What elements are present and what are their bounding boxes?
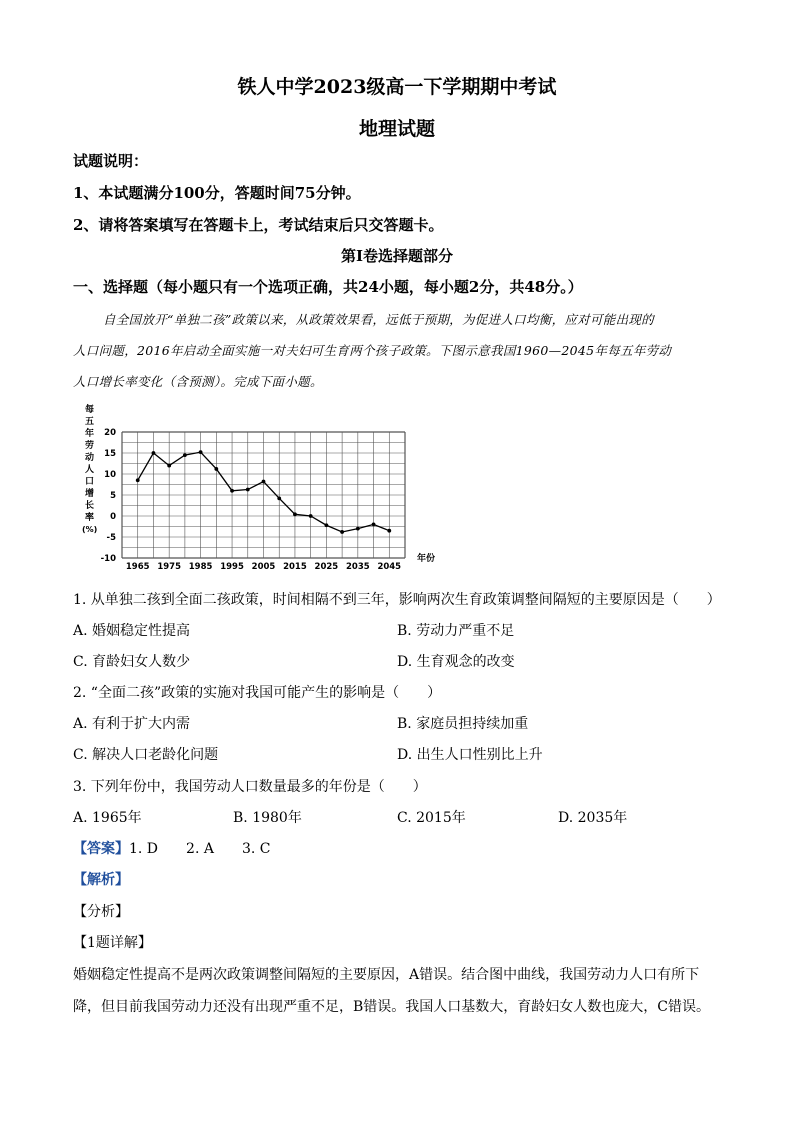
question-3-option-a: A. 1965年 xyxy=(73,810,142,826)
note-1: 1、本试题满分100分，答题时间75分钟。 xyxy=(73,184,361,202)
data-point xyxy=(246,488,250,492)
data-point xyxy=(277,496,281,500)
fenxi-label: 【分析】 xyxy=(73,904,129,920)
y-tick-label: 0 xyxy=(110,512,116,522)
ylabel-char: 增 xyxy=(85,489,95,499)
subject-title: 地理试题 xyxy=(358,118,435,140)
data-point xyxy=(387,529,391,533)
ylabel-char: 长 xyxy=(85,501,95,511)
question-1-option-d: D. 生育观念的改变 xyxy=(397,654,515,670)
ylabel-char: 劳 xyxy=(85,441,95,451)
answer-line xyxy=(73,838,270,858)
question-1-option-b: B. 劳动力严重不足 xyxy=(397,623,515,639)
passage-line-1: 自全国放开“单独二孩”政策以来，从政策效果看，远低于预期，为促进人口均衡，应对可能出现的 xyxy=(103,312,654,327)
question-2-option-a: A. 有利于扩大内需 xyxy=(73,716,191,732)
answer-values: 1. D 2. A 3. C xyxy=(129,841,271,857)
notes-heading: 试题说明： xyxy=(73,152,149,170)
ylabel-char: 五 xyxy=(85,417,95,427)
ylabel-unit: (%) xyxy=(82,525,98,534)
y-axis-title xyxy=(82,403,97,534)
question-1-option-a: A. 婚姻稳定性提高 xyxy=(73,623,191,639)
ylabel-char: 人 xyxy=(85,465,95,475)
note-2: 2、请将答案填写在答题卡上，考试结束后只交答题卡。 xyxy=(73,216,444,234)
x-tick-label: 1985 xyxy=(188,562,213,572)
ylabel-char: 口 xyxy=(85,477,95,487)
detail-line-2: 降，但目前我国劳动力还没有出现严重不足，B错误。我国人口基数大，育龄妇女人数也庞大，C错误。 xyxy=(73,999,710,1015)
y-tick-label: 20 xyxy=(104,428,116,438)
y-tick-label: 5 xyxy=(110,491,116,501)
question-3-option-d: D. 2035年 xyxy=(558,810,628,826)
x-tick-label: 1965 xyxy=(125,562,150,572)
data-point xyxy=(214,467,218,471)
data-point xyxy=(324,523,328,527)
data-point xyxy=(340,530,344,534)
exam-title: 铁人中学2023级高一下学期期中考试 xyxy=(237,76,557,98)
ylabel-char: 率 xyxy=(85,513,95,523)
data-point xyxy=(293,512,297,516)
answer-label: 【答案】 xyxy=(73,841,129,857)
question-3-option-c: C. 2015年 xyxy=(397,810,466,826)
detail-label: 【1题详解】 xyxy=(73,935,152,951)
data-point xyxy=(356,527,360,531)
x-tick-label: 2005 xyxy=(251,562,276,572)
section-title: 一、选择题（每小题只有一个选项正确，共24小题，每小题2分，共48分。） xyxy=(73,278,583,296)
x-axis-title: 年份 xyxy=(417,554,436,564)
ylabel-char: 动 xyxy=(85,453,95,463)
data-point xyxy=(230,489,234,493)
data-point xyxy=(372,523,376,527)
question-2-option-c: C. 解决人口老龄化问题 xyxy=(73,747,219,763)
y-tick-label: -5 xyxy=(106,533,116,543)
x-tick-label: 2015 xyxy=(283,562,307,572)
question-1-option-c: C. 育龄妇女人数少 xyxy=(73,654,191,670)
part-title: 第Ⅰ卷选择题部分 xyxy=(340,247,454,265)
x-tick-label: 2025 xyxy=(314,562,339,572)
data-point xyxy=(262,480,266,484)
y-tick-label: 10 xyxy=(104,470,116,480)
question-1-stem: 1. 从单独二孩到全面二孩政策，时间相隔不到三年，影响两次生育政策调整间隔短的主要原因是（ ） xyxy=(73,592,721,608)
x-tick-label: 2045 xyxy=(377,562,402,572)
data-point xyxy=(199,450,203,454)
question-2-option-d: D. 出生人口性别比上升 xyxy=(397,747,543,763)
question-3-stem: 3. 下列年份中，我国劳动人口数量最多的年份是（ ） xyxy=(73,779,427,795)
labor-growth-chart xyxy=(80,400,440,572)
ylabel-char: 年 xyxy=(85,429,95,439)
y-tick-label: -10 xyxy=(100,554,116,564)
data-point xyxy=(309,514,313,518)
data-point xyxy=(183,453,187,457)
y-tick-label: 15 xyxy=(104,449,116,459)
passage-line-3: 人口增长率变化（含预测）。完成下面小题。 xyxy=(73,374,323,389)
ylabel-char: 每 xyxy=(85,405,95,415)
x-tick-label: 2035 xyxy=(345,562,370,572)
data-point xyxy=(152,451,156,455)
question-2-option-b: B. 家庭员担持续加重 xyxy=(397,716,529,732)
x-tick-label: 1975 xyxy=(157,562,182,572)
x-tick-label: 1995 xyxy=(220,562,244,572)
question-2-stem: 2. “全面二孩”政策的实施对我国可能产生的影响是（ ） xyxy=(73,685,442,701)
passage-line-2: 人口问题，2016年启动全面实施一对夫妇可生育两个孩子政策。下图示意我国1960—2045年每五年劳动 xyxy=(73,343,672,358)
data-point xyxy=(136,478,140,482)
detail-line-1: 婚姻稳定性提高不是两次政策调整间隔短的主要原因，A错误。结合图中曲线，我国劳动力人口有所下 xyxy=(73,967,700,983)
analysis-label: 【解析】 xyxy=(73,872,129,888)
question-3-option-b: B. 1980年 xyxy=(233,810,302,826)
data-point xyxy=(167,464,171,468)
